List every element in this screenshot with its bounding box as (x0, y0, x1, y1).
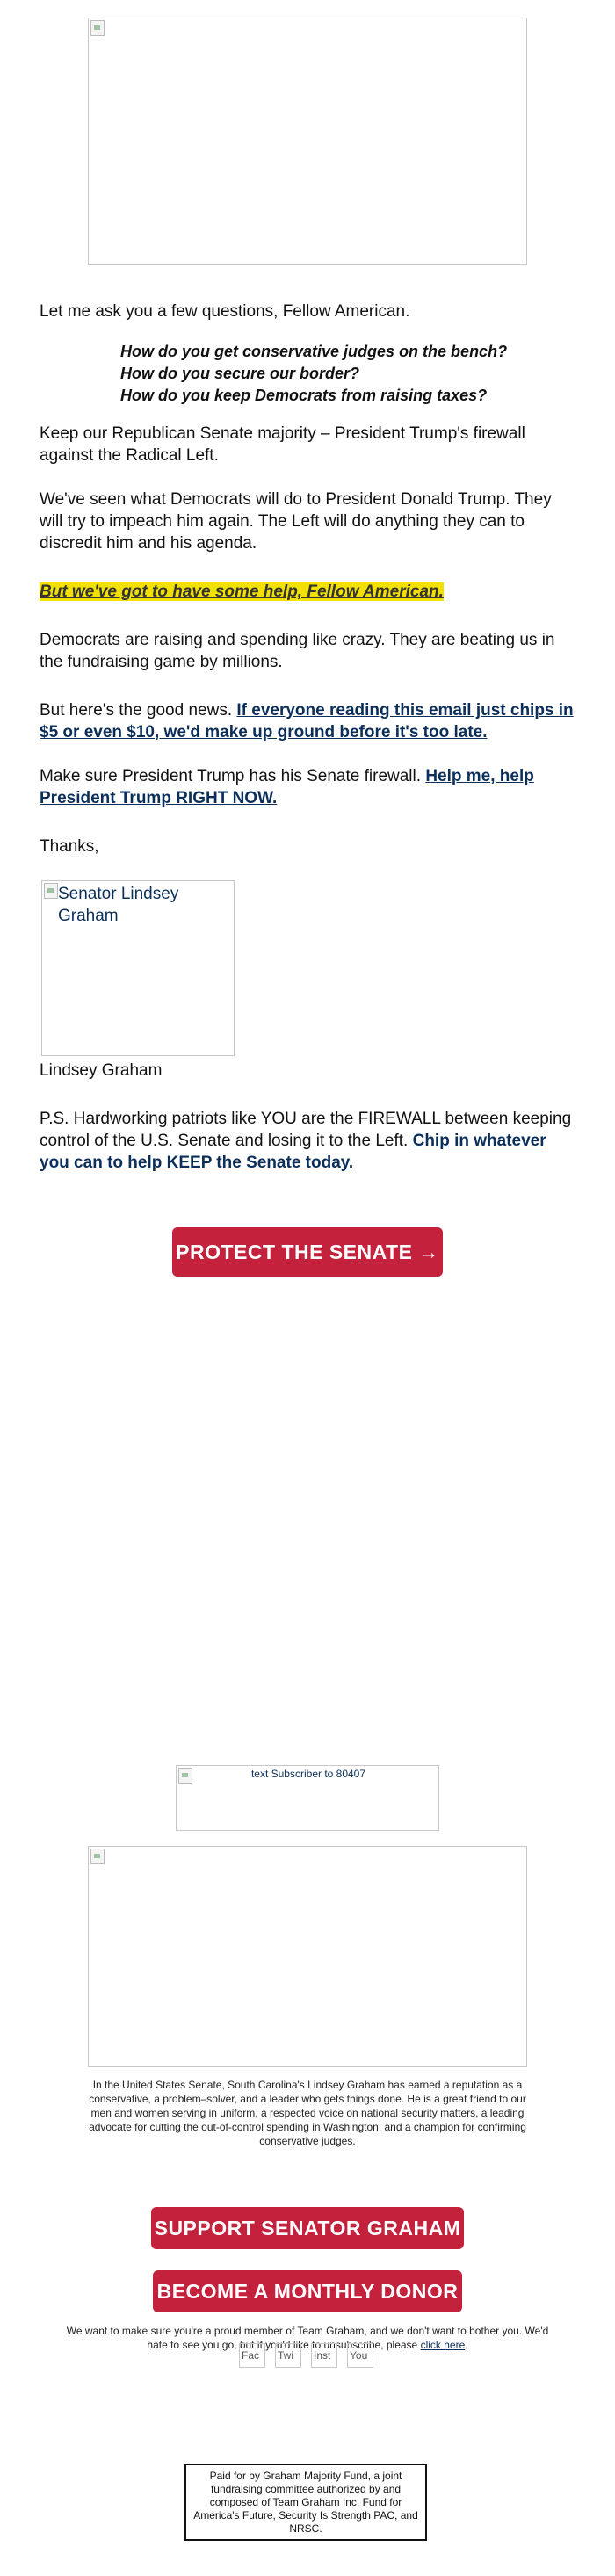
paragraph-firewall: Keep our Republican Senate majority – President Trump's firewall against the Radical Left. (40, 424, 525, 465)
broken-image-icon (90, 20, 105, 36)
text-subscriber-banner[interactable] (176, 1765, 439, 1831)
unsubscribe-paragraph (62, 2324, 554, 2352)
instagram-icon[interactable] (311, 2343, 337, 2368)
keep-senate-link[interactable]: Chip in whatever you can to help KEEP the Senate today. (40, 1132, 546, 1172)
thanks-text: Thanks, (40, 837, 99, 856)
youtube-alt: You (350, 2349, 368, 2362)
question-2: How do you secure our border? (120, 365, 360, 382)
paid-for-by-box: Paid for by Graham Majority Fund, a joint fundraising committee authorized by and composed of Team Graham Inc, Fund for America's Future, Security Is Strength PAC, and NRSC. (184, 2464, 427, 2541)
header-image (88, 18, 527, 265)
highlight-paragraph (40, 581, 575, 603)
unsubscribe-lead: We want to make sure you're a proud member of Team Graham, and we don't want to bother you. We'd hate to see you go, but if you'd like to unsubscribe, please (66, 2325, 549, 2351)
question-3: How do you keep Democrats from raising taxes? (120, 387, 488, 404)
paragraph-democrats: We've seen what Democrats will do to President Donald Trump. They will try to impeach him again. The Left will do anything they can to discredit him and his agenda. (40, 490, 552, 553)
footer-image (88, 1846, 527, 2067)
question-1: How do you get conservative judges on the bench? (120, 343, 508, 360)
good-news-lead: But here's the good news. (40, 701, 237, 720)
intro-text: Let me ask you a few questions, Fellow American. (40, 302, 410, 321)
paragraph-firewall-help (40, 765, 575, 809)
paragraph-fundraising: Democrats are raising and spending like crazy. They are beating us in the fundraising game by millions. (40, 631, 555, 671)
instagram-alt: Inst (314, 2349, 331, 2362)
signature-name: Lindsey Graham (40, 1061, 163, 1080)
signature-image (41, 880, 235, 1056)
ps-lead: P.S. Hardworking patriots like YOU are the FIREWALL between keeping control of the U.S. Senate and losing it to the Left. (40, 1110, 572, 1150)
youtube-icon[interactable] (347, 2343, 373, 2368)
broken-image-icon (90, 1849, 105, 1864)
chip-in-link[interactable]: If everyone reading this email just chips in $5 or even $10, we'd make up ground before it's too late. (40, 701, 574, 742)
footer-bio: In the United States Senate, South Carolina's Lindsey Graham has earned a reputation as a conservative, a problem–solver, and a leader who gets things done. He is a great friend to our men and women serving in uniform, a respected voice on national security matters, a leading advocate for cutting the out-of-control spending in Washington, and a champion for confirming conservative judges. (89, 2079, 526, 2147)
paragraph-good-news (40, 699, 575, 743)
broken-image-icon (44, 883, 58, 899)
highlight-text: But we've got to have some help, Fellow American. (40, 582, 444, 601)
text-subscriber-alt: text Subscriber to 80407 (250, 1768, 366, 1780)
signature-image-alt: Senator Lindsey Graham (58, 885, 179, 925)
monthly-donor-button[interactable]: BECOME A MONTHLY DONOR (153, 2270, 462, 2312)
facebook-icon[interactable] (239, 2343, 265, 2368)
protect-senate-button[interactable]: PROTECT THE SENATE → (172, 1227, 443, 1277)
unsubscribe-end: . (465, 2339, 468, 2351)
unsubscribe-link[interactable]: click here (420, 2339, 466, 2351)
help-trump-link[interactable]: Help me, help President Trump RIGHT NOW. (40, 767, 534, 807)
twitter-icon[interactable] (275, 2343, 301, 2368)
firewall-lead: Make sure President Trump has his Senate firewall. (40, 767, 426, 785)
facebook-alt: Fac (242, 2349, 260, 2362)
twitter-alt: Twi (278, 2349, 293, 2362)
support-graham-button[interactable]: SUPPORT SENATOR GRAHAM (151, 2207, 464, 2249)
ps-paragraph (40, 1108, 575, 1174)
